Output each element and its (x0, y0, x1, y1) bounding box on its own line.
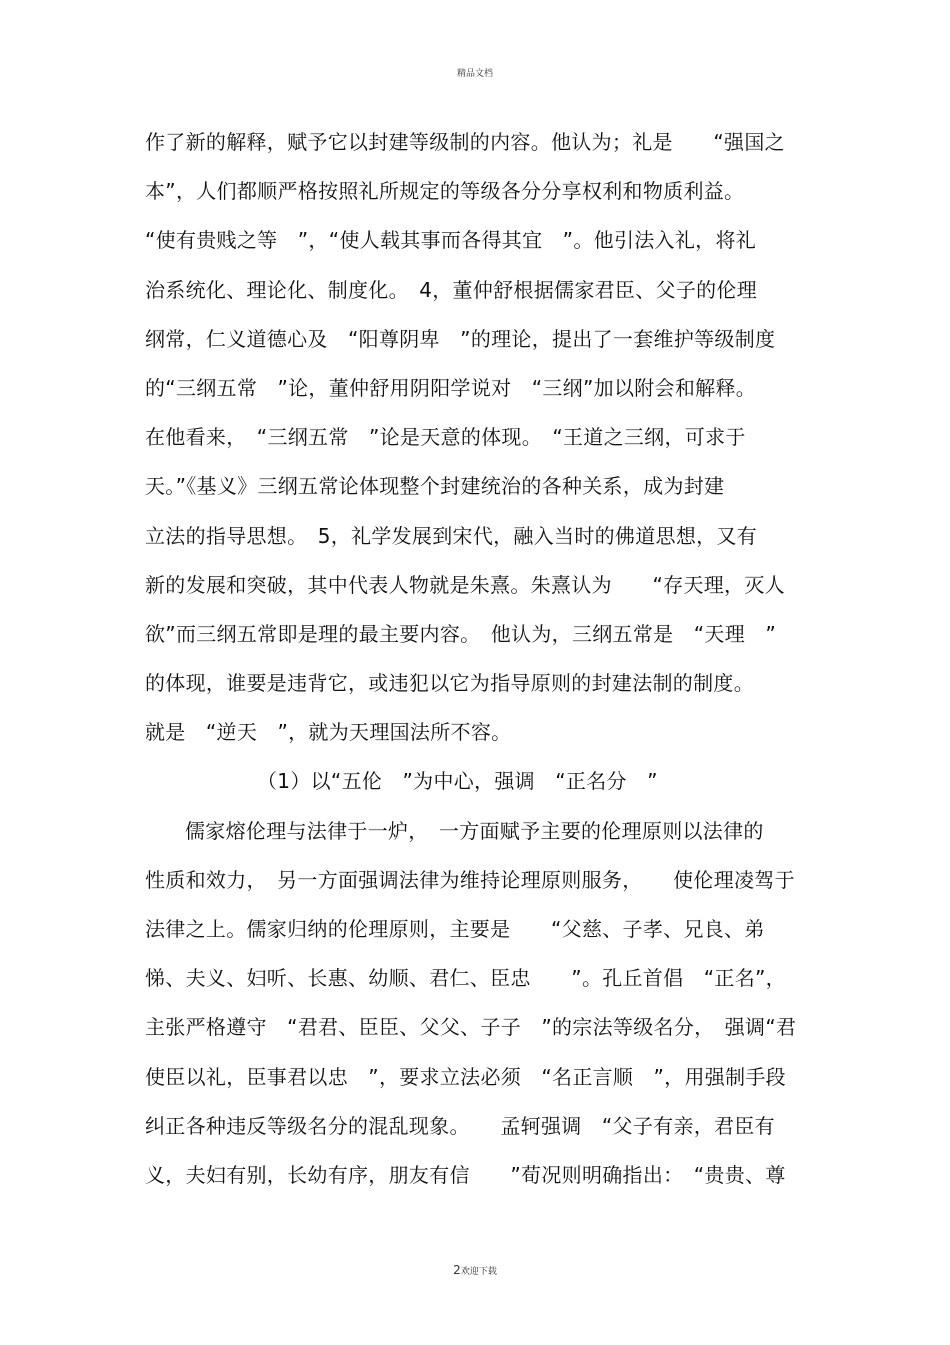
paragraph-line: 性质和效力， 另一方面强调法律为维持论理原则服务， 使伦理凌驾于 (145, 867, 795, 892)
body-line: 本”，人们都顺严格按照礼所规定的等级各分分享权利和物质利益。 (145, 179, 745, 204)
paragraph-line: 主张严格遵守 “君君、臣臣、父父、子子 ”的宗法等级名分， 强调“君 (145, 1015, 797, 1040)
paragraph-line: 义，夫妇有别，长幼有序，朋友有信 ”荀况则明确指出： “贵贵、尊 (145, 1162, 786, 1187)
body-line: 的体现，谁要是违背它，或违犯以它为指导原则的封建法制的制度。 (145, 671, 754, 696)
body-line: 在他看来， “三纲五常 ”论是天意的体现。 “王道之三纲，可求于 (145, 425, 746, 450)
page-footer (0, 1259, 950, 1278)
body-line: 天。”《基义》三纲五常论体现整个封建统治的各种关系，成为封建 (145, 474, 725, 499)
body-line: 就是 “逆天 ”，就为天理国法所不容。 (145, 720, 512, 745)
paragraph-line: 纠正各种违反等级名分的混乱现象。 孟轲强调 “父子有亲，君臣有 (145, 1113, 775, 1138)
body-line: 立法的指导思想。 5，礼学发展到宋代，融入当时的佛道思想，又有 (145, 523, 758, 548)
page-number: 2 (453, 1263, 461, 1277)
body-line: 作了新的解释，赋予它以封建等级制的内容。他认为；礼是 “强国之 (145, 130, 785, 154)
paragraph-line: 使臣以礼，臣事君以忠 ”，要求立法必须 “名正言顺 ”，用强制手段 (145, 1064, 786, 1089)
footer-text: 欢迎下载 (460, 1267, 497, 1277)
body-line: 新的发展和突破，其中代表人物就是朱熹。朱熹认为 “存天理，灭人 (145, 572, 785, 597)
body-line: 的“三纲五常 ”论，董仲舒用阴阳学说对 “三纲”加以附会和解释。 (145, 375, 757, 400)
paragraph-line: 儒家熔伦理与法律于一炉， 一方面赋予主要的伦理原则以法律的 (185, 818, 764, 843)
body-line: 纲常，仁义道德心及 “阳尊阴卑 ”的理论，提出了一套维护等级制度 (145, 326, 776, 351)
body-line: 治系统化、理论化、制度化。 4，董仲舒根据儒家君臣、父子的伦理 (145, 277, 758, 302)
body-line: “使有贵贱之等 ”，“使人载其事而各得其宜 ”。他引法入礼，将礼 (145, 228, 757, 253)
paragraph-line: 法律之上。儒家归纳的伦理原则，主要是 “父慈、子孝、兄良、弟 (145, 917, 765, 941)
body-line: 欲”而三纲五常即是理的最主要内容。 他认为，三纲五常是 “天理 ” (145, 621, 776, 646)
paragraph-line: 悌、夫义、妇听、长惠、幼顺、君仁、臣忠 ”。孔丘首倡 “正名”， (145, 966, 786, 991)
section-heading: （1）以“五伦 ”为中心，强调 “正名分 ” (257, 769, 658, 794)
document-body (145, 118, 815, 1200)
page-header: 精品文档 (456, 69, 493, 79)
